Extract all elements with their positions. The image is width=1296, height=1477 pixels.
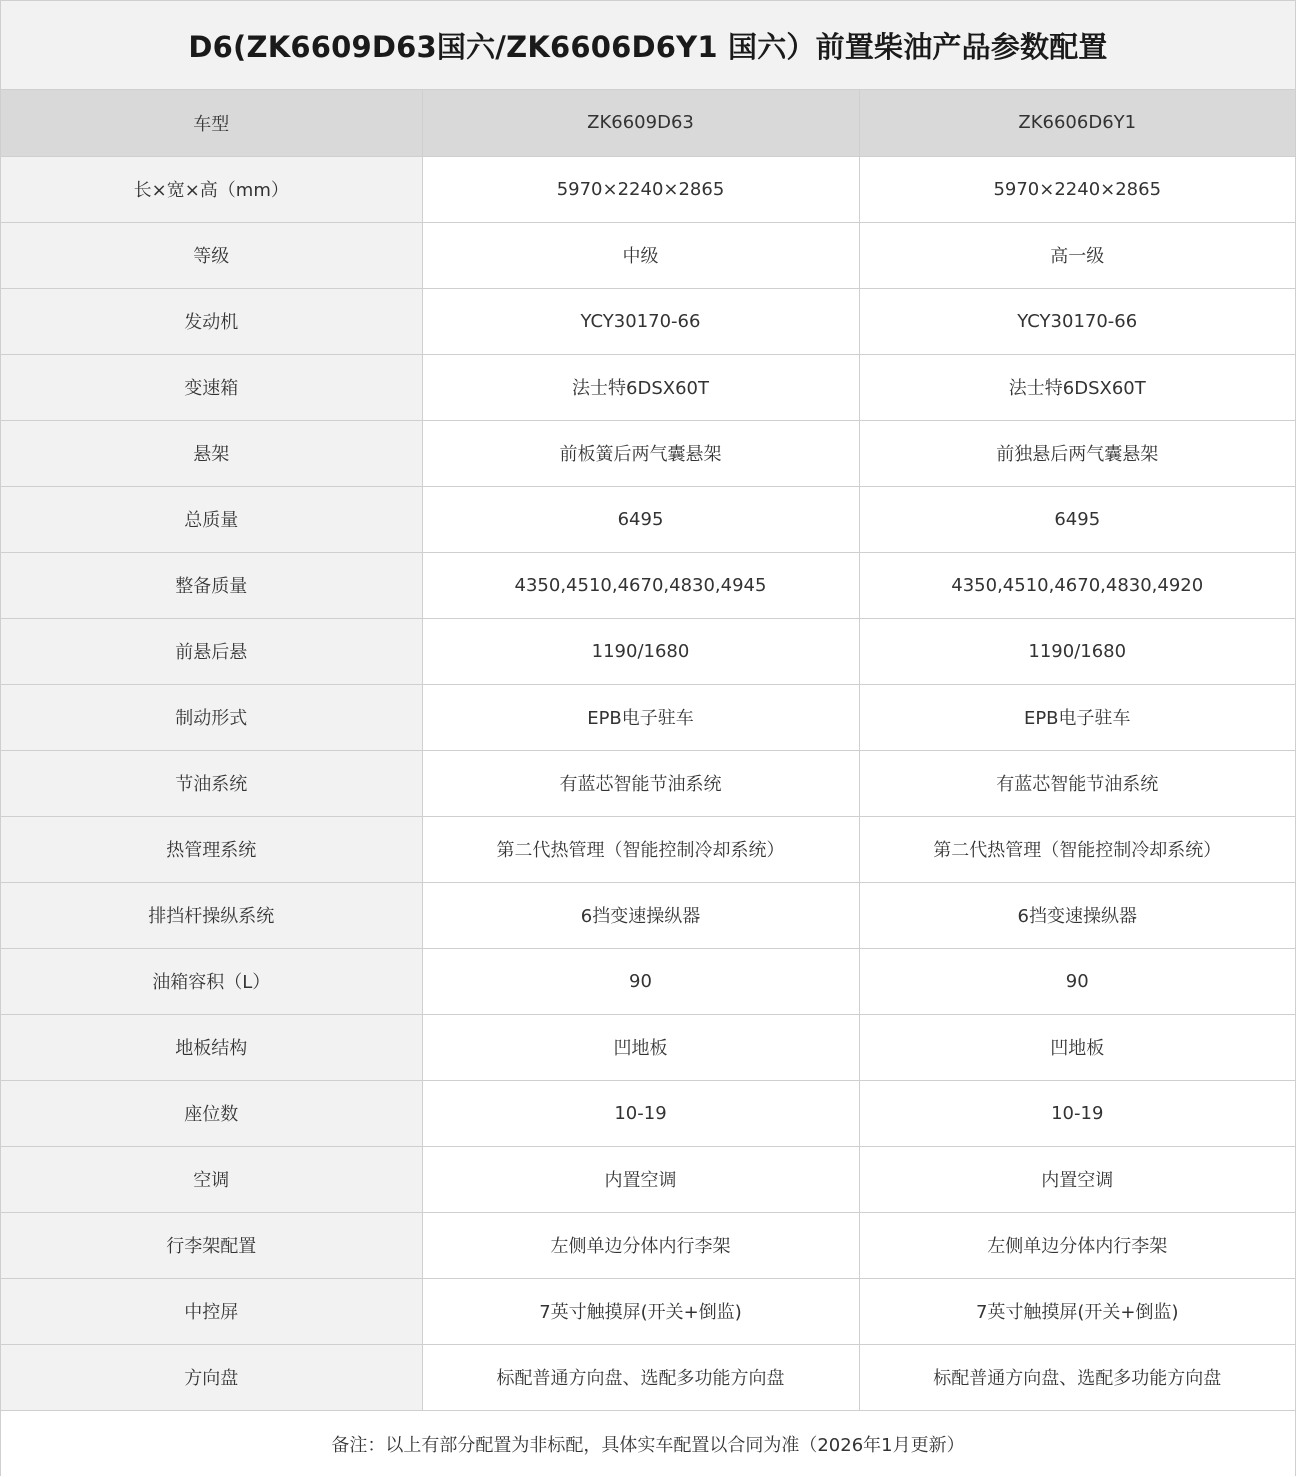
title-bar [1,1,1295,90]
table-body [1,156,1295,1410]
row-label: 悬架 [1,420,422,486]
row-label: 排挡杆操纵系统 [1,882,422,948]
row-label: 变速箱 [1,354,422,420]
row-label: 发动机 [1,288,422,354]
row-value-model-b: 10-19 [859,1080,1295,1146]
row-value-model-b: 7英寸触摸屏(开关+倒监) [859,1278,1295,1344]
page-title: D6(ZK6609D63国六/ZK6606D6Y1 国六）前置柴油产品参数配置 [188,29,1108,64]
row-value-model-a: 前板簧后两气囊悬架 [422,420,859,486]
row-value-model-a: 左侧单边分体内行李架 [422,1212,859,1278]
row-label: 前悬后悬 [1,618,422,684]
row-label: 行李架配置 [1,1212,422,1278]
row-value-model-b: 法士特6DSX60T [859,354,1295,420]
row-value-model-b: 左侧单边分体内行李架 [859,1212,1295,1278]
row-label: 等级 [1,222,422,288]
row-value-model-a: 6495 [422,486,859,552]
footnote: 备注：以上有部分配置为非标配，具体实车配置以合同为准（2026年1月更新） [1,1411,1295,1477]
row-value-model-b: 前独悬后两气囊悬架 [859,420,1295,486]
header-model-b: ZK6606D6Y1 [859,90,1295,156]
row-label: 长×宽×高（mm） [1,156,422,222]
table-row [1,1146,1295,1212]
row-label: 地板结构 [1,1014,422,1080]
row-value-model-a: 中级 [422,222,859,288]
table-header-row [1,90,1295,156]
table-row [1,1212,1295,1278]
row-label: 整备质量 [1,552,422,618]
table-row [1,750,1295,816]
row-value-model-a: 10-19 [422,1080,859,1146]
row-value-model-a: 标配普通方向盘、选配多功能方向盘 [422,1344,859,1410]
spec-table [1,90,1295,1411]
row-label: 方向盘 [1,1344,422,1410]
row-value-model-b: 4350,4510,4670,4830,4920 [859,552,1295,618]
table-row [1,486,1295,552]
row-value-model-b: 内置空调 [859,1146,1295,1212]
row-label: 热管理系统 [1,816,422,882]
row-label: 油箱容积（L） [1,948,422,1014]
table-row [1,1278,1295,1344]
row-value-model-b: 6495 [859,486,1295,552]
row-value-model-a: 5970×2240×2865 [422,156,859,222]
row-value-model-a: 6挡变速操纵器 [422,882,859,948]
row-label: 中控屏 [1,1278,422,1344]
row-value-model-a: 第二代热管理（智能控制冷却系统） [422,816,859,882]
header-label: 车型 [1,90,422,156]
table-row [1,816,1295,882]
row-value-model-b: 有蓝芯智能节油系统 [859,750,1295,816]
row-value-model-b: 标配普通方向盘、选配多功能方向盘 [859,1344,1295,1410]
table-row [1,288,1295,354]
row-value-model-b: 90 [859,948,1295,1014]
table-row [1,1344,1295,1410]
row-value-model-a: YCY30170-66 [422,288,859,354]
table-row [1,618,1295,684]
row-value-model-a: EPB电子驻车 [422,684,859,750]
row-value-model-a: 有蓝芯智能节油系统 [422,750,859,816]
row-label: 座位数 [1,1080,422,1146]
row-value-model-b: 5970×2240×2865 [859,156,1295,222]
table-row [1,1080,1295,1146]
table-row [1,552,1295,618]
table-row [1,354,1295,420]
row-label: 空调 [1,1146,422,1212]
row-value-model-b: 1190/1680 [859,618,1295,684]
row-value-model-b: 凹地板 [859,1014,1295,1080]
header-model-a: ZK6609D63 [422,90,859,156]
row-value-model-a: 法士特6DSX60T [422,354,859,420]
table-row [1,420,1295,486]
row-value-model-a: 凹地板 [422,1014,859,1080]
row-value-model-b: 6挡变速操纵器 [859,882,1295,948]
row-label: 制动形式 [1,684,422,750]
row-label: 节油系统 [1,750,422,816]
row-value-model-a: 内置空调 [422,1146,859,1212]
row-value-model-b: 高一级 [859,222,1295,288]
row-value-model-b: EPB电子驻车 [859,684,1295,750]
table-row [1,948,1295,1014]
table-row [1,1014,1295,1080]
row-value-model-a: 4350,4510,4670,4830,4945 [422,552,859,618]
row-label: 总质量 [1,486,422,552]
table-row [1,882,1295,948]
row-value-model-a: 7英寸触摸屏(开关+倒监) [422,1278,859,1344]
table-row [1,222,1295,288]
table-row [1,684,1295,750]
table-row [1,156,1295,222]
row-value-model-a: 90 [422,948,859,1014]
row-value-model-b: 第二代热管理（智能控制冷却系统） [859,816,1295,882]
row-value-model-a: 1190/1680 [422,618,859,684]
row-value-model-b: YCY30170-66 [859,288,1295,354]
